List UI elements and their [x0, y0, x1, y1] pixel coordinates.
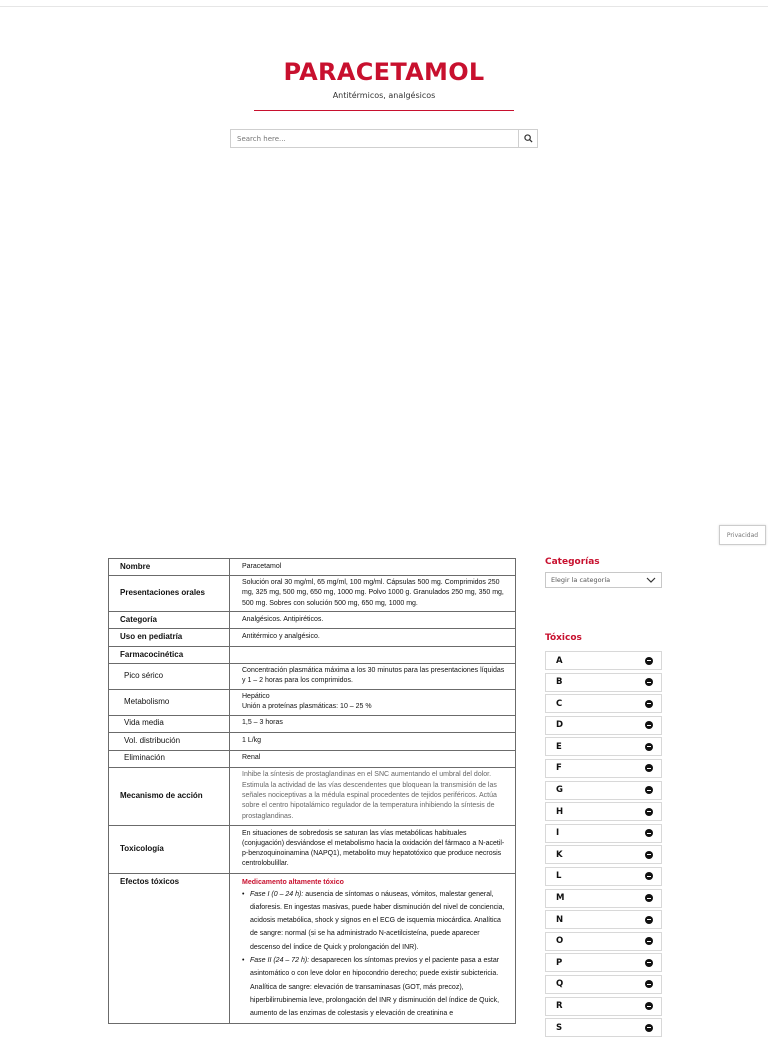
letter-item-r[interactable] — [545, 997, 662, 1016]
letter-label: M — [556, 893, 565, 904]
expand-icon — [645, 894, 653, 902]
table-row — [109, 612, 516, 629]
expand-icon — [645, 851, 653, 859]
row-label: Vida media — [109, 715, 230, 732]
row-value — [230, 647, 516, 664]
row-label: Categoría — [109, 612, 230, 629]
row-value — [230, 873, 516, 1023]
search-button[interactable] — [518, 130, 537, 147]
expand-icon — [645, 829, 653, 837]
letter-label: N — [556, 914, 564, 925]
expand-icon — [645, 1024, 653, 1032]
letter-item-b[interactable] — [545, 673, 662, 692]
letter-label: E — [556, 741, 562, 752]
expand-icon — [645, 980, 653, 988]
metab-line-2: Unión a proteínas plasmáticas: 10 – 25 % — [242, 703, 372, 711]
table-row — [109, 647, 516, 664]
letter-label: F — [556, 763, 562, 774]
expand-icon — [645, 916, 653, 924]
row-label: Vol. distribución — [109, 732, 230, 750]
expand-icon — [645, 657, 653, 665]
phase-text: ausencia de síntomas o náuseas, vómitos, malestar general, diaforesis. En ingestas masivas, puede haber disminución del nivel de conciencia, acidosis metabólica, shock y signos en el ECG de isquemia miocárdica. Analítica de sangre: normal (si se ha administrado N-acetilcisteína, puede aparecer descenso del índice de Quick y prolongación del INR). — [250, 890, 505, 951]
letter-item-a[interactable] — [545, 651, 662, 670]
expand-icon — [645, 937, 653, 945]
search-input[interactable] — [231, 130, 518, 147]
page-subtitle: Antitérmicos, analgésicos — [332, 91, 436, 100]
row-value: Concentración plasmática máxima a los 30 minutos para las presentaciones líquidas y 1 – 2 horas para los comprimidos. — [230, 664, 516, 690]
expand-icon — [645, 959, 653, 967]
row-label: Nombre — [109, 559, 230, 576]
row-label: Uso en pediatría — [109, 629, 230, 647]
letter-item-k[interactable] — [545, 845, 662, 864]
top-border — [0, 6, 768, 7]
expand-icon — [645, 808, 653, 816]
letter-label: D — [556, 720, 564, 731]
row-value: 1,5 – 3 horas — [230, 715, 516, 732]
phase-label: Fase II (24 – 72 h): — [250, 957, 310, 965]
toxicos-heading: Tóxicos — [545, 633, 582, 643]
category-select-value: Elegir la categoría — [551, 576, 611, 584]
drug-info-table — [108, 558, 516, 1024]
row-value: Analgésicos. Antipiréticos. — [230, 612, 516, 629]
row-label: Metabolismo — [109, 689, 230, 715]
letter-label: R — [556, 1001, 563, 1011]
row-value: Renal — [230, 750, 516, 767]
table-row — [109, 767, 516, 825]
row-value: Antitérmico y analgésico. — [230, 629, 516, 647]
phase-label: Fase I (0 – 24 h): — [250, 890, 304, 898]
letter-item-m[interactable] — [545, 889, 662, 908]
page-title[interactable]: PARACETAMOL — [283, 58, 485, 86]
table-row — [109, 825, 516, 873]
letter-item-p[interactable] — [545, 953, 662, 972]
letter-label: P — [556, 957, 563, 968]
row-value: Inhibe la síntesis de prostaglandinas en el SNC aumentando el umbral del dolor. Estimula la actividad de las vías descendentes que bloquean la transmisión de las señales nociceptivas a la médula espinal procedentes de tejidos periféricos. Actúa sobre el centro hipotalámico regulador de la temperatura inhibiendo la síntesis de prostaglandinas. — [230, 767, 516, 825]
expand-icon — [645, 872, 653, 880]
toxicos-letter-list — [545, 651, 662, 1040]
row-label: Eliminación — [109, 750, 230, 767]
letter-item-l[interactable] — [545, 867, 662, 886]
letter-item-n[interactable] — [545, 910, 662, 929]
row-label: Efectos tóxicos — [109, 873, 230, 1023]
table-row — [109, 873, 516, 1023]
row-value: Paracetamol — [230, 559, 516, 576]
letter-label: S — [556, 1022, 563, 1033]
letter-item-q[interactable] — [545, 975, 662, 994]
letter-item-c[interactable] — [545, 694, 662, 713]
row-label: Farmacocinética — [109, 647, 230, 664]
expand-icon — [645, 743, 653, 751]
search-icon — [524, 134, 533, 143]
table-row — [109, 664, 516, 690]
search-bar — [230, 129, 538, 148]
chevron-down-icon — [646, 577, 656, 583]
table-row — [109, 629, 516, 647]
row-label: Toxicología — [109, 825, 230, 873]
phase-text: desaparecen los síntomas previos y el paciente pasa a estar asintomático o con leve dolor en hipocondrio derecho; puede existir subictericia. Analítica de sangre: elevación de transaminasas (GOT, más precoz), hiperbilirrubinemia leve, prolongación del INR y disminución del índice de Quick, aumento de las enzimas de colestasis y elevación de creatinina e — [250, 957, 500, 1018]
expand-icon — [645, 721, 653, 729]
expand-icon — [645, 764, 653, 772]
row-label: Mecanismo de acción — [109, 767, 230, 825]
letter-label: Q — [556, 979, 564, 990]
expand-icon — [645, 678, 653, 686]
table-row — [109, 559, 516, 576]
table-row — [109, 732, 516, 750]
letter-item-s[interactable] — [545, 1018, 662, 1037]
list-item — [250, 954, 507, 1020]
row-value: 1 L/kg — [230, 732, 516, 750]
row-value — [230, 689, 516, 715]
letter-label: O — [556, 936, 564, 947]
row-value: Solución oral 30 mg/ml, 65 mg/ml, 100 mg/ml. Cápsulas 500 mg. Comprimidos 250 mg, 325 mg, 500 mg, 650 mg, 1000 mg. Polvo 1000 g. Granulados 250 mg, 350 mg, 500 mg. Sobres con solución 500 mg, 650 mg, 1000 mg. — [230, 576, 516, 612]
letter-label: I — [556, 828, 560, 839]
toxic-warning: Medicamento altamente tóxico — [242, 878, 344, 886]
expand-icon — [645, 700, 653, 708]
letter-item-h[interactable] — [545, 802, 662, 821]
letter-item-f[interactable] — [545, 759, 662, 778]
table-row — [109, 715, 516, 732]
privacy-button[interactable]: Privacidad — [719, 525, 766, 545]
expand-icon — [645, 786, 653, 794]
letter-item-o[interactable] — [545, 932, 662, 951]
row-value: En situaciones de sobredosis se saturan las vías metabólicas habituales (conjugación) desviándose el metabolismo hacia la oxidación del fármaco a N-acetil-p-benzoquinoinamina (NAPQ1), metabolito muy hepatotóxico que produce necrosis centrolobulillar. — [230, 825, 516, 873]
title-divider — [254, 110, 514, 111]
categorias-heading: Categorías — [545, 557, 600, 567]
category-select[interactable] — [545, 572, 662, 588]
letter-item-g[interactable] — [545, 781, 662, 800]
letter-item-d[interactable] — [545, 716, 662, 735]
expand-icon — [645, 1002, 653, 1010]
letter-label: K — [556, 849, 563, 860]
row-label: Pico sérico — [109, 664, 230, 690]
table-row — [109, 689, 516, 715]
letter-item-i[interactable] — [545, 824, 662, 843]
metab-line-1: Hepático — [242, 692, 270, 700]
table-row — [109, 576, 516, 612]
letter-label: H — [556, 806, 564, 817]
letter-label: C — [556, 698, 563, 709]
phase-list — [242, 888, 507, 1021]
letter-label: G — [556, 785, 563, 796]
list-item — [250, 888, 507, 954]
letter-item-e[interactable] — [545, 737, 662, 756]
letter-label: B — [556, 677, 563, 688]
row-label: Presentaciones orales — [109, 576, 230, 612]
letter-label: A — [556, 655, 563, 666]
letter-label: L — [556, 871, 562, 882]
table-row — [109, 750, 516, 767]
